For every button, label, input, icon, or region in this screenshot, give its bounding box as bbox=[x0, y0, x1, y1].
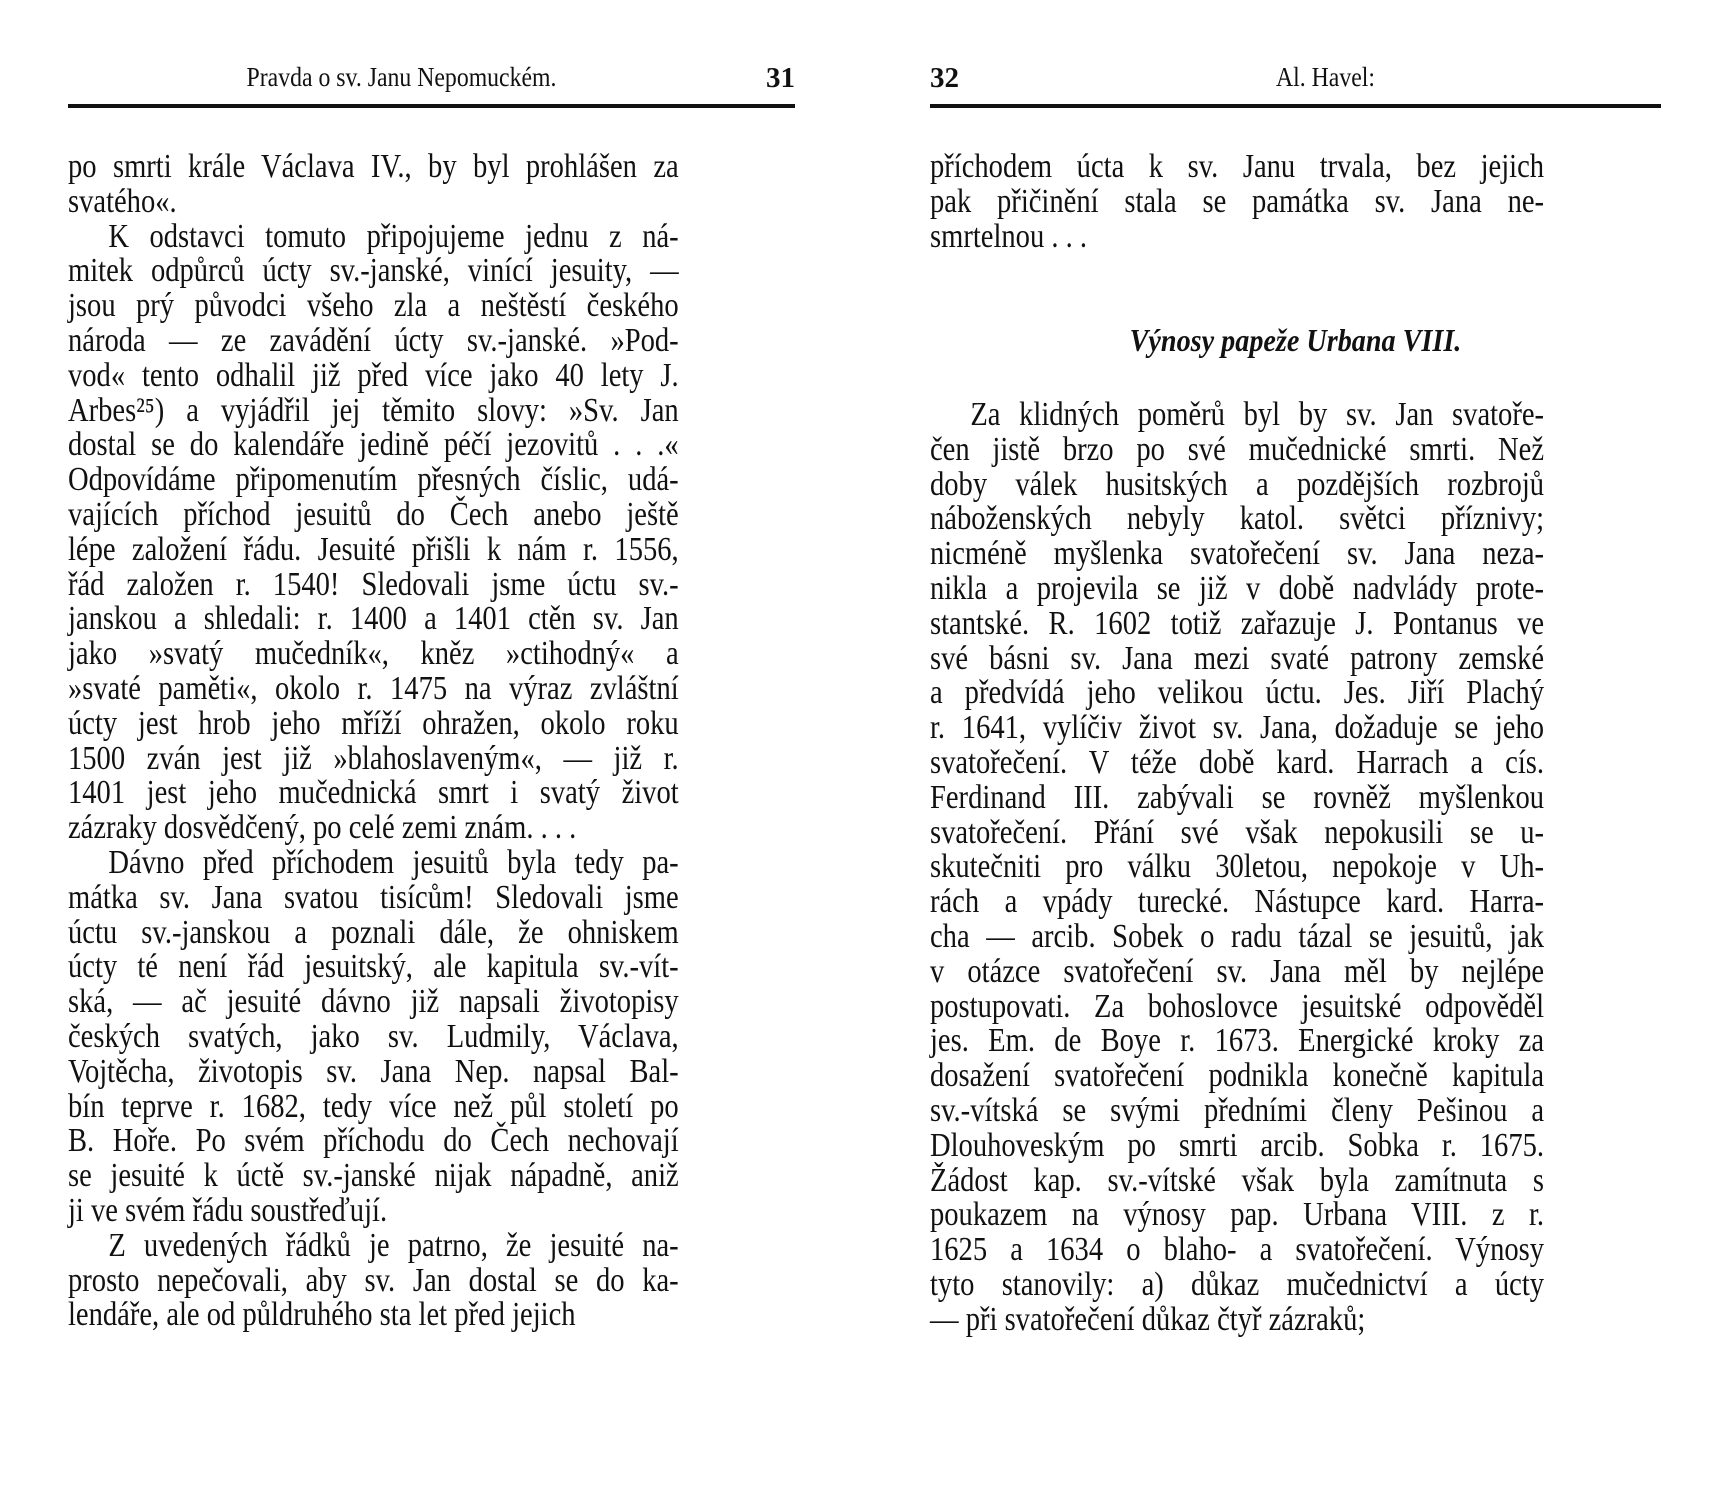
text-line: Dávno před příchodem jesuitů byla tedy pa- bbox=[108, 843, 679, 881]
text-line: r. 1641, vylíčiv život sv. Jana, dožaduje se jeho bbox=[930, 709, 1545, 747]
text-line: českých svatých, jako sv. Ludmily, Václava, bbox=[68, 1017, 679, 1055]
text-line: Vojtěcha, životopis sv. Jana Nep. napsal Bal- bbox=[68, 1052, 679, 1090]
text-line: vajících příchod jesuitů do Čech anebo ještě bbox=[68, 495, 679, 533]
running-title: Al. Havel: bbox=[1276, 62, 1375, 92]
text-line: a předvídá jeho velikou úctu. Jes. Jiří Plachý bbox=[930, 674, 1545, 712]
body-text bbox=[930, 150, 1661, 254]
text-line: Arbes²⁵) a vyjádřil jej těmito slovy: »Sv. Jan bbox=[68, 391, 679, 429]
text-line: úctu sv.-janskou a poznali dále, že ohniskem bbox=[68, 913, 679, 951]
body-text bbox=[930, 398, 1661, 1338]
text-line: mátka sv. Jana svatou tisícům! Sledovali jsme bbox=[68, 878, 679, 916]
text-line: cha — arcib. Sobek o radu tázal se jesuitů, jak bbox=[930, 917, 1545, 955]
text-line: ji ve svém řádu soustřeďují. bbox=[68, 1191, 388, 1229]
text-line: 1401 jest jeho mučednická smrt i svatý život bbox=[68, 774, 679, 812]
text-line: svatořečení. Přání své však nepokusili se u- bbox=[930, 813, 1545, 851]
text-line: lendáře, ale od půldruhého sta let před jejich bbox=[68, 1296, 576, 1334]
text-line: — při svatořečení důkaz čtyř zázraků; bbox=[930, 1300, 1366, 1338]
text-line: po smrti krále Václava IV., by byl prohlášen za bbox=[68, 148, 679, 185]
running-header bbox=[68, 62, 795, 98]
text-line: tyto stanovily: a) důkaz mučednictví a úcty bbox=[930, 1265, 1545, 1303]
text-line: příchodem úcta k sv. Janu trvala, bez jejich bbox=[930, 148, 1545, 185]
text-line: se jesuité k úctě sv.-janské nijak nápadně, aniž bbox=[68, 1157, 679, 1195]
text-line: zázraky dosvědčený, po celé zemi znám. . . . bbox=[68, 809, 577, 847]
text-line: jes. Em. de Boye r. 1673. Energické kroky za bbox=[930, 1022, 1545, 1060]
text-line: bín teprve r. 1682, tedy více než půl století po bbox=[68, 1087, 679, 1125]
text-line: 1625 a 1634 o blaho- a svatořečení. Výnosy bbox=[930, 1231, 1545, 1269]
text-line: svatořečení. V téže době kard. Harrach a cís. bbox=[930, 743, 1545, 781]
text-line: svatého«. bbox=[68, 182, 177, 220]
text-line: čen jistě brzo po své mučednické smrti. Než bbox=[930, 430, 1545, 468]
text-line: janskou a shledali: r. 1400 a 1401 ctěn sv. Jan bbox=[68, 600, 679, 638]
text-line: jsou prý původci všeho zla a neštěstí českého bbox=[68, 287, 679, 325]
text-line: ská, — ač jesuité dávno již napsali životopisy bbox=[68, 983, 679, 1021]
running-header bbox=[930, 62, 1661, 98]
text-line: nikla a projevila se již v době nadvlády prote- bbox=[930, 569, 1545, 607]
text-line: postupovati. Za bohoslovce jesuitské odpověděl bbox=[930, 987, 1545, 1025]
text-line: stantské. R. 1602 totiž zařazuje J. Pontanus ve bbox=[930, 604, 1545, 642]
text-line: sv.-vítská se svými předními členy Pešinou a bbox=[930, 1091, 1545, 1129]
text-line: dosažení svatořečení podnikla konečně kapitula bbox=[930, 1057, 1545, 1095]
text-line: poukazem na výnosy pap. Urbana VIII. z r. bbox=[930, 1196, 1545, 1234]
text-line: v otázce svatořečení sv. Jana měl by nejlépe bbox=[930, 952, 1545, 990]
text-line: »svaté paměti«, okolo r. 1475 na výraz zvláštní bbox=[68, 669, 679, 707]
text-line: jako »svatý mučedník«, kněz »ctihodný« a bbox=[68, 635, 679, 673]
text-line: pak přičinění stala se památka sv. Jana ne- bbox=[930, 182, 1545, 220]
text-line: B. Hoře. Po svém příchodu do Čech nechovají bbox=[68, 1122, 679, 1160]
text-line: řád založen r. 1540! Sledovali jsme úctu sv.- bbox=[68, 565, 679, 603]
text-line: náboženských nebyly katol. světci příznivy; bbox=[930, 500, 1545, 538]
text-line: mitek odpůrců úcty sv.-janské, vinící jesuity, — bbox=[68, 252, 679, 290]
text-line: lépe založení řádu. Jesuité přišli k nám r. 1556, bbox=[68, 530, 679, 568]
text-line: 1500 zván jest již »blahoslaveným«, — již r. bbox=[68, 739, 679, 777]
body-text bbox=[68, 150, 795, 1333]
text-line: své básni sv. Jana mezi svaté patrony zemské bbox=[930, 639, 1545, 677]
text-line: rách a vpády turecké. Nástupce kard. Harra- bbox=[930, 883, 1545, 921]
running-title: Pravda o sv. Janu Nepomuckém. bbox=[246, 62, 557, 92]
text-line: národa — ze zavádění úcty sv.-janské. »Pod- bbox=[68, 321, 679, 359]
text-line: nicméně myšlenka svatořečení sv. Jana neza- bbox=[930, 535, 1545, 573]
text-line: Žádost kap. sv.-vítské však byla zamítnuta s bbox=[930, 1161, 1545, 1199]
text-line: úcty té není řád jesuitský, ale kapitula sv.-vít- bbox=[68, 948, 679, 986]
text-line: Ferdinand III. zabývali se rovněž myšlenkou bbox=[930, 778, 1545, 816]
text-line: smrtelnou . . . bbox=[930, 217, 1088, 255]
text-line: Z uvedených řádků je patrno, že jesuité na- bbox=[108, 1226, 679, 1264]
text-line: Dlouhoveským po smrti arcib. Sobka r. 1675. bbox=[930, 1126, 1545, 1164]
header-rule bbox=[930, 104, 1661, 108]
section-heading: Výnosy papeže Urbana VIII. bbox=[1129, 322, 1462, 358]
text-line: vod« tento odhalil již před více jako 40 lety J. bbox=[68, 356, 679, 394]
text-line: dostal se do kalendáře jedině péčí jezovitů . . .« bbox=[68, 426, 679, 464]
text-line: prosto nepečovali, aby sv. Jan dostal se do ka- bbox=[68, 1261, 679, 1299]
page-number: 31 bbox=[766, 62, 795, 94]
page-number: 32 bbox=[930, 62, 959, 94]
text-line: Za klidných poměrů byl by sv. Jan svatoře- bbox=[970, 396, 1545, 433]
text-line: úcty jest hrob jeho mříží ohražen, okolo roku bbox=[68, 704, 679, 742]
text-line: doby válek husitských a pozdějších rozbrojů bbox=[930, 465, 1545, 503]
header-rule bbox=[68, 104, 795, 108]
text-line: Odpovídáme připomenutím přesných číslic, udá- bbox=[68, 461, 679, 499]
text-line: skutečniti pro válku 30letou, nepokoje v Uh- bbox=[930, 848, 1545, 886]
text-line: K odstavci tomuto připojujeme jednu z ná- bbox=[108, 217, 679, 255]
